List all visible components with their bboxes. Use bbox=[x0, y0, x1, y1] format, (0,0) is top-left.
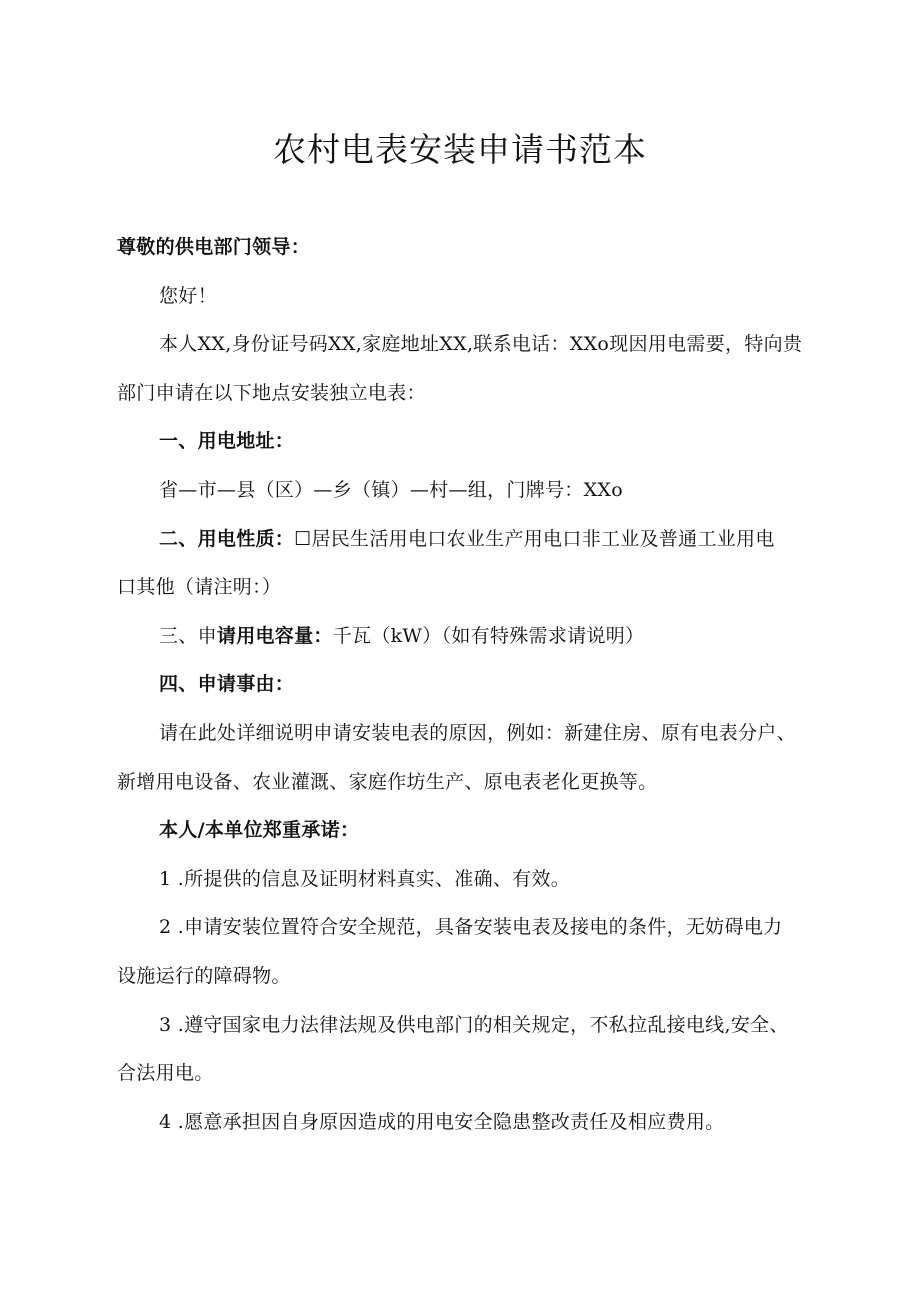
promise-2-line-1: 2 .申请安装位置符合安全规范，具备安装电表及接电的条件，无妨碍电力 bbox=[159, 916, 783, 939]
reason-line-2: 新增用电设备、农业灌溉、家庭作坊生产、原电表老化更换等。 bbox=[117, 770, 658, 793]
section-2-heading: 二、用电性质： bbox=[159, 527, 295, 550]
promise-3-line-1: 3 .遵守国家电力法律法规及供电部门的相关规定，不私拉乱接电线,安全、 bbox=[159, 1013, 789, 1036]
greeting: 您好！ bbox=[159, 284, 217, 307]
section-3-heading: 请用电容量： bbox=[216, 624, 333, 647]
section-2-options: ☐居民生活用电口农业生产用电口非工业及普通工业用电 bbox=[294, 527, 775, 550]
section-2-line-1 bbox=[117, 515, 817, 564]
promise-4: 4 .愿意承担因自身原因造成的用电安全隐患整改责任及相应费用。 bbox=[159, 1110, 725, 1133]
promise-1: 1 .所提供的信息及证明材料真实、准确、有效。 bbox=[159, 867, 571, 890]
reason-line-1: 请在此处详细说明申请安装电表的原因，例如：新建住房、原有电表分户、 bbox=[159, 721, 796, 744]
section-1-address: 省—市—县（区）—乡（镇）—村—组，门牌号：XXo bbox=[159, 478, 623, 501]
promise-3-line-2: 合法用电。 bbox=[117, 1062, 214, 1085]
section-3-line bbox=[117, 612, 817, 661]
section-3-prefix: 三、申 bbox=[159, 624, 217, 647]
intro-line-1: 本人XX,身份证号码XX,家庭地址XX,联系电话：XXo现因用电需要，特向贵 bbox=[159, 333, 803, 356]
document-body bbox=[117, 223, 817, 1146]
section-4-heading: 四、申请事由： bbox=[159, 673, 295, 696]
promise-2-line-2: 设施运行的障碍物。 bbox=[117, 964, 291, 987]
document-title: 农村电表安装申请书范本 bbox=[273, 130, 647, 169]
salutation: 尊敬的供电部门领导： bbox=[117, 236, 311, 258]
section-1-heading: 一、用电地址： bbox=[159, 430, 295, 453]
section-3-capacity: 千瓦（kW）（如有特殊需求请说明） bbox=[332, 624, 645, 647]
section-2-line-2: 口其他（请注明：） bbox=[117, 576, 282, 599]
intro-line-2: 部门申请在以下地点安装独立电表： bbox=[117, 381, 426, 404]
promise-heading: 本人/本单位郑重承诺： bbox=[159, 819, 360, 842]
